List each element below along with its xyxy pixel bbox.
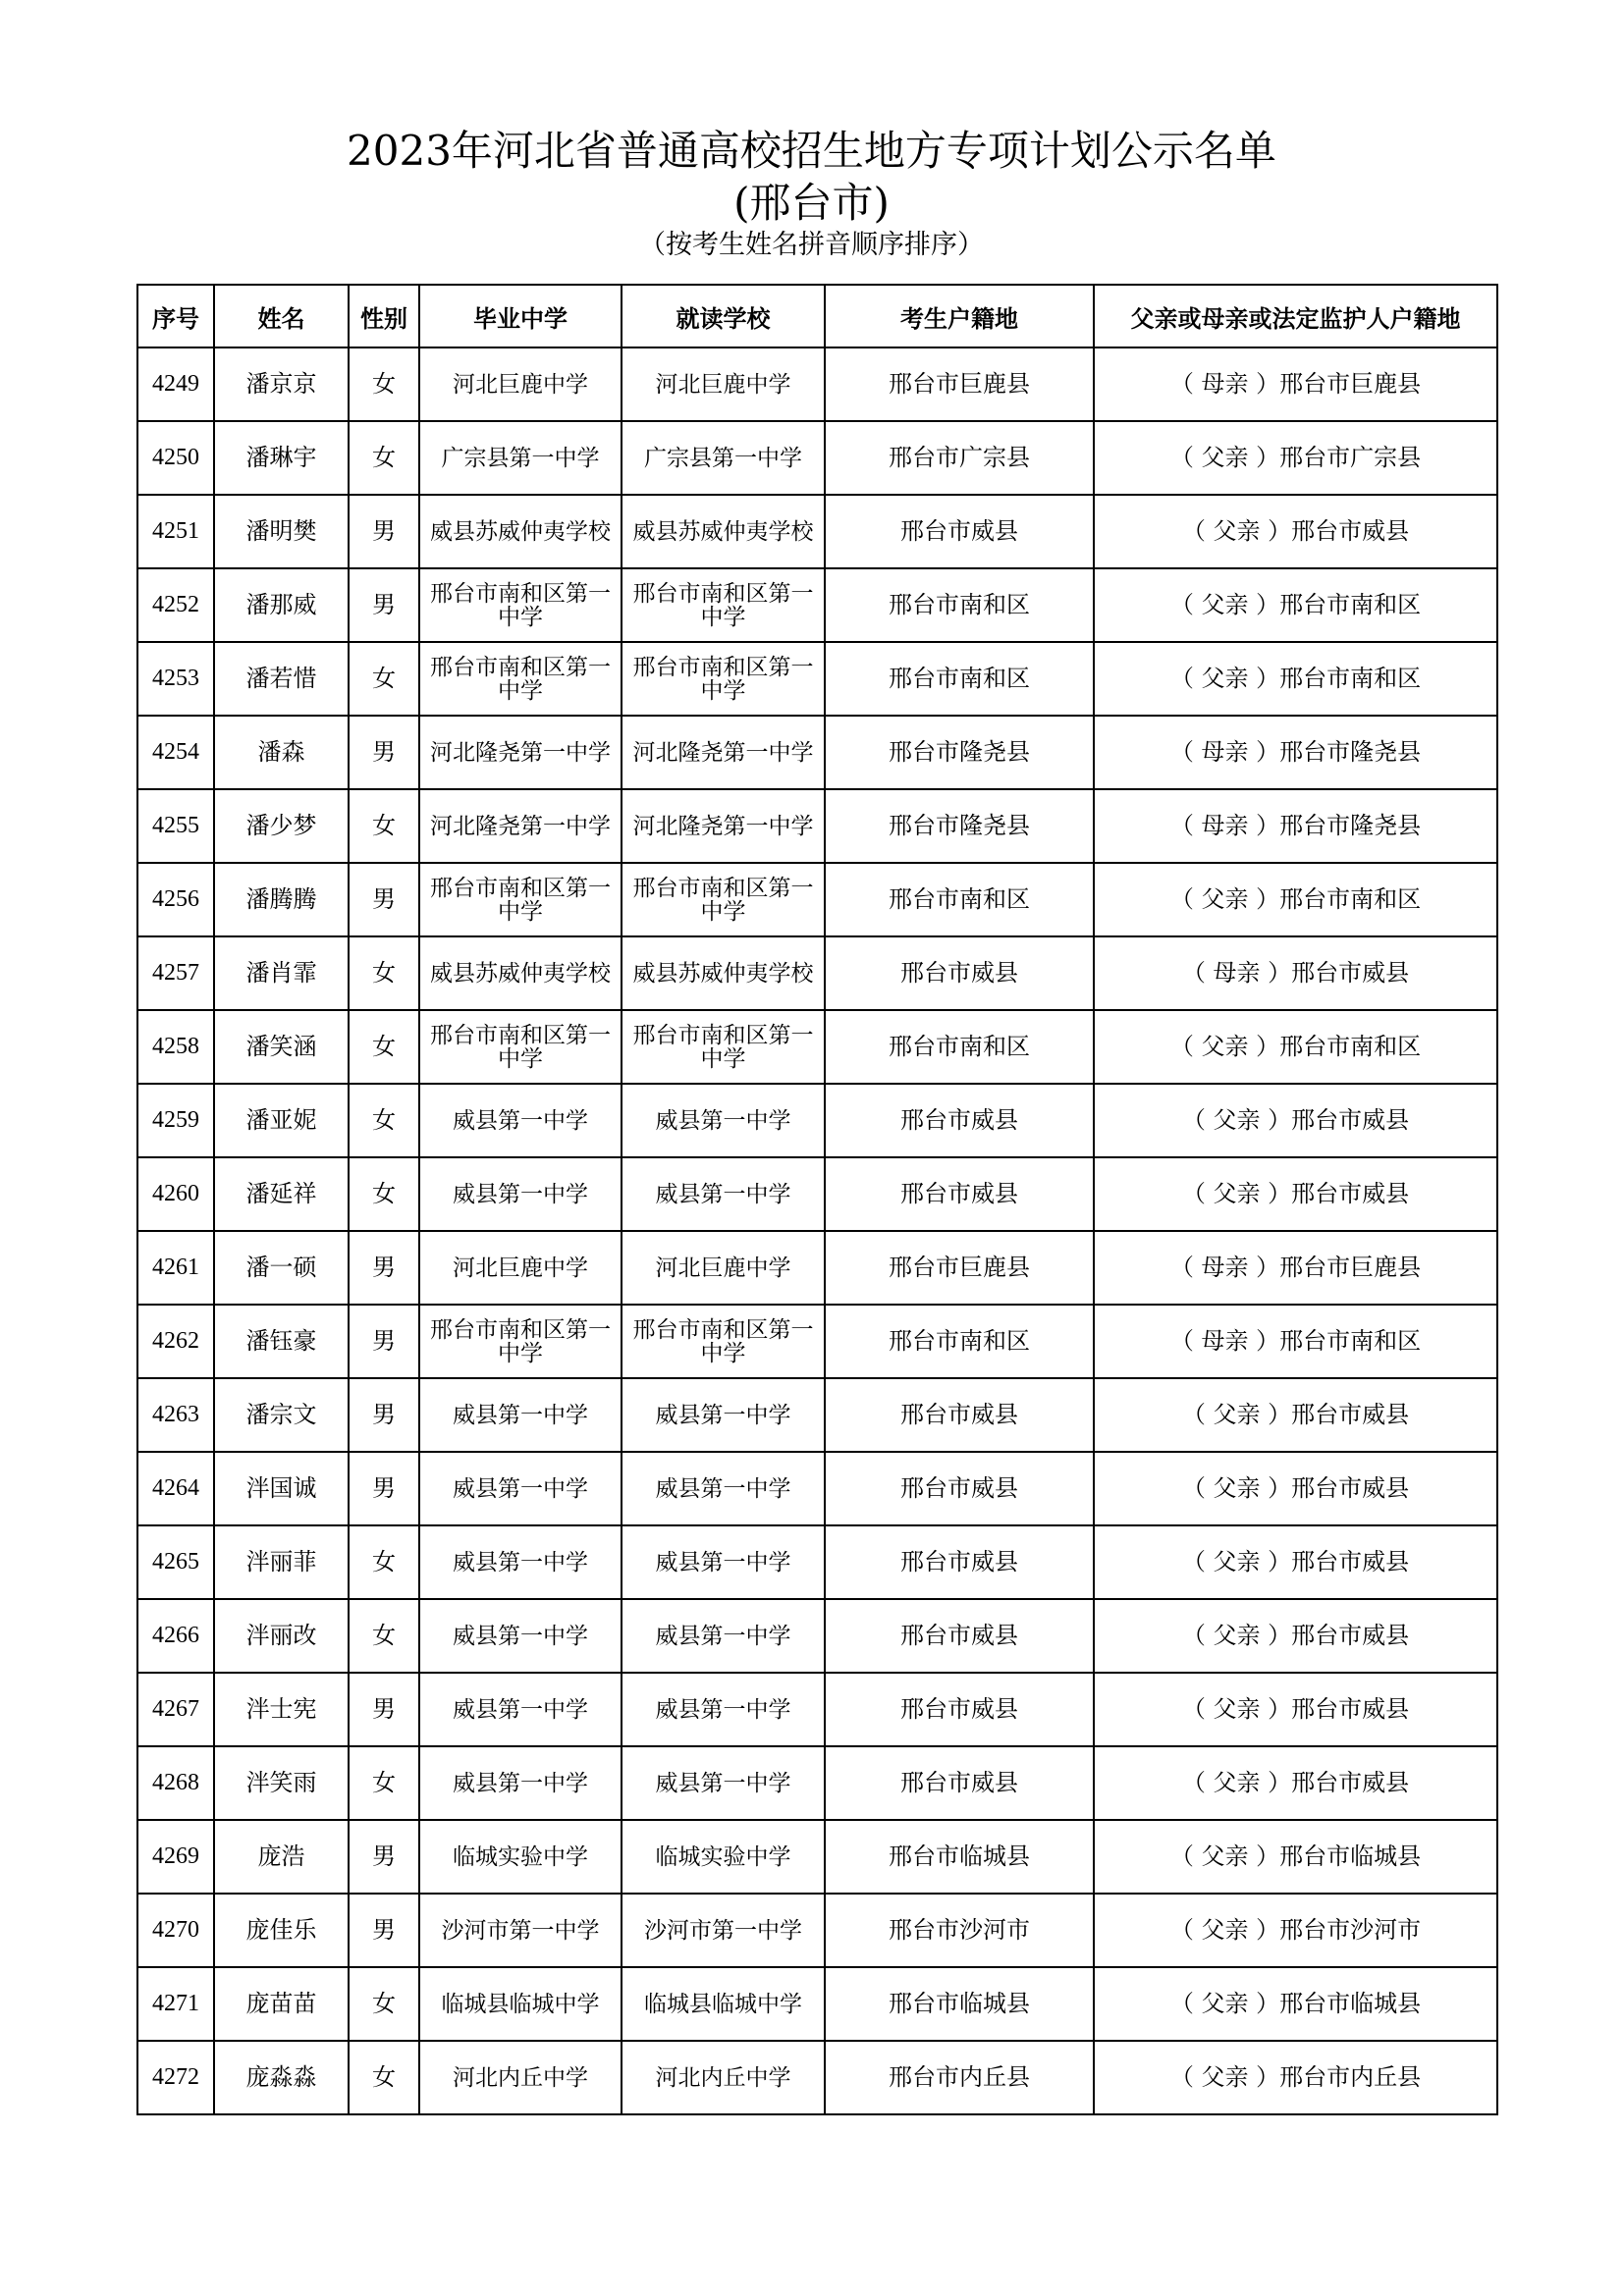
cell-gender: 男: [349, 1305, 419, 1378]
cell-grad-school: 邢台市南和区第一中学: [419, 642, 622, 716]
cell-current-school: 广宗县第一中学: [622, 421, 825, 495]
table-row: [137, 1010, 1497, 1084]
table-row: [137, 421, 1497, 495]
cell-residence: 邢台市隆尧县: [825, 716, 1094, 789]
cell-gender: 男: [349, 495, 419, 568]
table-row: [137, 1599, 1497, 1673]
cell-grad-school: 邢台市南和区第一中学: [419, 1305, 622, 1378]
cell-no: 4253: [137, 642, 214, 716]
cell-grad-school: 邢台市南和区第一中学: [419, 568, 622, 642]
cell-grad-school: 威县第一中学: [419, 1157, 622, 1231]
cell-current-school: 临城实验中学: [622, 1820, 825, 1894]
cell-residence: 邢台市临城县: [825, 1820, 1094, 1894]
cell-name: 潘琳宇: [214, 421, 349, 495]
cell-gender: 男: [349, 716, 419, 789]
cell-residence: 邢台市南和区: [825, 568, 1094, 642]
cell-guardian: （ 父亲 ）邢台市临城县: [1094, 1820, 1497, 1894]
cell-grad-school: 河北隆尧第一中学: [419, 716, 622, 789]
cell-gender: 男: [349, 1820, 419, 1894]
cell-name: 潘肖霏: [214, 936, 349, 1010]
table-row: [137, 1894, 1497, 1967]
cell-gender: 男: [349, 568, 419, 642]
cell-gender: 女: [349, 1157, 419, 1231]
cell-name: 庞浩: [214, 1820, 349, 1894]
cell-residence: 邢台市威县: [825, 1084, 1094, 1157]
cell-name: 潘森: [214, 716, 349, 789]
cell-current-school: 威县第一中学: [622, 1378, 825, 1452]
cell-name: 潘亚妮: [214, 1084, 349, 1157]
cell-grad-school: 威县苏威仲夷学校: [419, 936, 622, 1010]
cell-guardian: （ 父亲 ）邢台市威县: [1094, 495, 1497, 568]
table-row: [137, 1157, 1497, 1231]
cell-guardian: （ 母亲 ）邢台市巨鹿县: [1094, 1231, 1497, 1305]
cell-grad-school: 河北巨鹿中学: [419, 1231, 622, 1305]
cell-name: 潘明樊: [214, 495, 349, 568]
cell-guardian: （ 母亲 ）邢台市威县: [1094, 936, 1497, 1010]
cell-residence: 邢台市威县: [825, 1673, 1094, 1746]
cell-current-school: 威县第一中学: [622, 1599, 825, 1673]
table-row: [137, 716, 1497, 789]
cell-no: 4262: [137, 1305, 214, 1378]
cell-current-school: 邢台市南和区第一中学: [622, 863, 825, 936]
column-header-no: 序号: [137, 285, 214, 347]
cell-guardian: （ 父亲 ）邢台市广宗县: [1094, 421, 1497, 495]
cell-name: 潘笑涵: [214, 1010, 349, 1084]
cell-no: 4270: [137, 1894, 214, 1967]
cell-current-school: 威县第一中学: [622, 1746, 825, 1820]
cell-current-school: 邢台市南和区第一中学: [622, 1305, 825, 1378]
cell-residence: 邢台市南和区: [825, 642, 1094, 716]
cell-residence: 邢台市威县: [825, 1378, 1094, 1452]
cell-guardian: （ 母亲 ）邢台市南和区: [1094, 1305, 1497, 1378]
cell-grad-school: 临城县临城中学: [419, 1967, 622, 2041]
table-row: [137, 1673, 1497, 1746]
cell-current-school: 威县苏威仲夷学校: [622, 495, 825, 568]
cell-name: 潘延祥: [214, 1157, 349, 1231]
column-header-guardian: 父亲或母亲或法定监护人户籍地: [1094, 285, 1497, 347]
cell-name: 潘少梦: [214, 789, 349, 863]
cell-no: 4256: [137, 863, 214, 936]
cell-grad-school: 威县第一中学: [419, 1673, 622, 1746]
cell-grad-school: 邢台市南和区第一中学: [419, 863, 622, 936]
cell-grad-school: 河北巨鹿中学: [419, 347, 622, 421]
cell-guardian: （ 父亲 ）邢台市南和区: [1094, 568, 1497, 642]
cell-no: 4266: [137, 1599, 214, 1673]
cell-no: 4249: [137, 347, 214, 421]
roster-body: [137, 347, 1497, 2114]
cell-no: 4252: [137, 568, 214, 642]
cell-guardian: （ 父亲 ）邢台市威县: [1094, 1746, 1497, 1820]
cell-no: 4261: [137, 1231, 214, 1305]
cell-grad-school: 威县第一中学: [419, 1599, 622, 1673]
cell-gender: 男: [349, 1673, 419, 1746]
table-row: [137, 1746, 1497, 1820]
table-row: [137, 1452, 1497, 1525]
cell-grad-school: 威县苏威仲夷学校: [419, 495, 622, 568]
cell-current-school: 河北巨鹿中学: [622, 1231, 825, 1305]
cell-grad-school: 邢台市南和区第一中学: [419, 1010, 622, 1084]
cell-no: 4258: [137, 1010, 214, 1084]
cell-current-school: 威县第一中学: [622, 1452, 825, 1525]
cell-residence: 邢台市威县: [825, 1599, 1094, 1673]
table-row: [137, 568, 1497, 642]
cell-no: 4260: [137, 1157, 214, 1231]
cell-current-school: 河北内丘中学: [622, 2041, 825, 2114]
cell-gender: 女: [349, 1599, 419, 1673]
cell-no: 4255: [137, 789, 214, 863]
cell-residence: 邢台市威县: [825, 936, 1094, 1010]
cell-residence: 邢台市临城县: [825, 1967, 1094, 2041]
cell-residence: 邢台市隆尧县: [825, 789, 1094, 863]
cell-gender: 女: [349, 642, 419, 716]
cell-gender: 女: [349, 347, 419, 421]
cell-grad-school: 威县第一中学: [419, 1452, 622, 1525]
cell-name: 潘钰豪: [214, 1305, 349, 1378]
cell-no: 4264: [137, 1452, 214, 1525]
cell-guardian: （ 父亲 ）邢台市南和区: [1094, 642, 1497, 716]
table-row: [137, 789, 1497, 863]
table-row: [137, 347, 1497, 421]
cell-residence: 邢台市威县: [825, 1746, 1094, 1820]
cell-gender: 男: [349, 1452, 419, 1525]
cell-no: 4257: [137, 936, 214, 1010]
cell-name: 庞淼淼: [214, 2041, 349, 2114]
cell-guardian: （ 父亲 ）邢台市沙河市: [1094, 1894, 1497, 1967]
cell-gender: 女: [349, 1010, 419, 1084]
cell-no: 4263: [137, 1378, 214, 1452]
table-row: [137, 1525, 1497, 1599]
cell-guardian: （ 父亲 ）邢台市南和区: [1094, 1010, 1497, 1084]
cell-gender: 男: [349, 1378, 419, 1452]
table-row: [137, 936, 1497, 1010]
cell-current-school: 河北巨鹿中学: [622, 347, 825, 421]
cell-grad-school: 河北内丘中学: [419, 2041, 622, 2114]
cell-guardian: （ 父亲 ）邢台市威县: [1094, 1084, 1497, 1157]
cell-name: 潘那威: [214, 568, 349, 642]
cell-guardian: （ 母亲 ）邢台市隆尧县: [1094, 789, 1497, 863]
cell-gender: 女: [349, 1746, 419, 1820]
cell-grad-school: 威县第一中学: [419, 1084, 622, 1157]
cell-residence: 邢台市威县: [825, 1525, 1094, 1599]
cell-name: 泮丽菲: [214, 1525, 349, 1599]
sort-note: （按考生姓名拼音顺序排序）: [639, 230, 984, 260]
cell-residence: 邢台市南和区: [825, 1010, 1094, 1084]
table-row: [137, 1231, 1497, 1305]
cell-grad-school: 威县第一中学: [419, 1525, 622, 1599]
cell-residence: 邢台市威县: [825, 1157, 1094, 1231]
table-row: [137, 1820, 1497, 1894]
cell-name: 潘一硕: [214, 1231, 349, 1305]
cell-name: 潘腾腾: [214, 863, 349, 936]
cell-no: 4269: [137, 1820, 214, 1894]
cell-name: 泮国诚: [214, 1452, 349, 1525]
table-row: [137, 1378, 1497, 1452]
cell-current-school: 河北隆尧第一中学: [622, 716, 825, 789]
table-row: [137, 1305, 1497, 1378]
cell-residence: 邢台市巨鹿县: [825, 347, 1094, 421]
cell-guardian: （ 母亲 ）邢台市巨鹿县: [1094, 347, 1497, 421]
column-header-gender: 性别: [349, 285, 419, 347]
cell-current-school: 邢台市南和区第一中学: [622, 568, 825, 642]
cell-guardian: （ 母亲 ）邢台市隆尧县: [1094, 716, 1497, 789]
cell-current-school: 临城县临城中学: [622, 1967, 825, 2041]
cell-current-school: 沙河市第一中学: [622, 1894, 825, 1967]
cell-current-school: 威县第一中学: [622, 1157, 825, 1231]
cell-current-school: 威县第一中学: [622, 1084, 825, 1157]
cell-guardian: （ 父亲 ）邢台市临城县: [1094, 1967, 1497, 2041]
table-row: [137, 2041, 1497, 2114]
cell-guardian: （ 父亲 ）邢台市内丘县: [1094, 2041, 1497, 2114]
cell-grad-school: 河北隆尧第一中学: [419, 789, 622, 863]
cell-grad-school: 威县第一中学: [419, 1378, 622, 1452]
cell-gender: 女: [349, 1084, 419, 1157]
cell-grad-school: 威县第一中学: [419, 1746, 622, 1820]
cell-no: 4250: [137, 421, 214, 495]
cell-residence: 邢台市南和区: [825, 1305, 1094, 1378]
cell-no: 4254: [137, 716, 214, 789]
cell-residence: 邢台市威县: [825, 495, 1094, 568]
cell-gender: 男: [349, 1231, 419, 1305]
cell-residence: 邢台市南和区: [825, 863, 1094, 936]
cell-current-school: 河北隆尧第一中学: [622, 789, 825, 863]
cell-name: 潘宗文: [214, 1378, 349, 1452]
document-subtitle: (邢台市): [733, 179, 890, 227]
cell-grad-school: 广宗县第一中学: [419, 421, 622, 495]
table-row: [137, 1967, 1497, 2041]
cell-residence: 邢台市广宗县: [825, 421, 1094, 495]
cell-gender: 女: [349, 1967, 419, 2041]
table-row: [137, 642, 1497, 716]
cell-guardian: （ 父亲 ）邢台市威县: [1094, 1525, 1497, 1599]
cell-gender: 女: [349, 1525, 419, 1599]
cell-no: 4268: [137, 1746, 214, 1820]
cell-residence: 邢台市沙河市: [825, 1894, 1094, 1967]
cell-grad-school: 沙河市第一中学: [419, 1894, 622, 1967]
cell-name: 泮士宪: [214, 1673, 349, 1746]
cell-grad-school: 临城实验中学: [419, 1820, 622, 1894]
cell-current-school: 威县第一中学: [622, 1673, 825, 1746]
cell-guardian: （ 父亲 ）邢台市威县: [1094, 1378, 1497, 1452]
cell-guardian: （ 父亲 ）邢台市威县: [1094, 1599, 1497, 1673]
cell-no: 4272: [137, 2041, 214, 2114]
cell-residence: 邢台市内丘县: [825, 2041, 1094, 2114]
cell-no: 4251: [137, 495, 214, 568]
cell-gender: 女: [349, 2041, 419, 2114]
cell-no: 4271: [137, 1967, 214, 2041]
table-row: [137, 495, 1497, 568]
cell-no: 4259: [137, 1084, 214, 1157]
column-header-name: 姓名: [214, 285, 349, 347]
cell-current-school: 邢台市南和区第一中学: [622, 1010, 825, 1084]
column-header-grad-school: 毕业中学: [419, 285, 622, 347]
table-row: [137, 1084, 1497, 1157]
cell-gender: 女: [349, 421, 419, 495]
cell-gender: 男: [349, 1894, 419, 1967]
table-row: [137, 863, 1497, 936]
cell-guardian: （ 父亲 ）邢台市威县: [1094, 1452, 1497, 1525]
cell-gender: 女: [349, 936, 419, 1010]
cell-guardian: （ 父亲 ）邢台市威县: [1094, 1157, 1497, 1231]
cell-guardian: （ 父亲 ）邢台市南和区: [1094, 863, 1497, 936]
document-title: 2023年河北省普通高校招生地方专项计划公示名单: [347, 127, 1276, 175]
cell-name: 潘京京: [214, 347, 349, 421]
cell-name: 潘若惜: [214, 642, 349, 716]
cell-no: 4267: [137, 1673, 214, 1746]
cell-current-school: 威县第一中学: [622, 1525, 825, 1599]
cell-guardian: （ 父亲 ）邢台市威县: [1094, 1673, 1497, 1746]
cell-name: 泮丽改: [214, 1599, 349, 1673]
column-header-residence: 考生户籍地: [825, 285, 1094, 347]
cell-gender: 女: [349, 789, 419, 863]
cell-name: 庞佳乐: [214, 1894, 349, 1967]
cell-gender: 男: [349, 863, 419, 936]
cell-no: 4265: [137, 1525, 214, 1599]
table-header-row: [137, 285, 1497, 347]
cell-residence: 邢台市威县: [825, 1452, 1094, 1525]
cell-residence: 邢台市巨鹿县: [825, 1231, 1094, 1305]
cell-current-school: 邢台市南和区第一中学: [622, 642, 825, 716]
cell-current-school: 威县苏威仲夷学校: [622, 936, 825, 1010]
column-header-current-school: 就读学校: [622, 285, 825, 347]
roster-table: [136, 284, 1498, 2115]
cell-name: 泮笑雨: [214, 1746, 349, 1820]
cell-name: 庞苗苗: [214, 1967, 349, 2041]
